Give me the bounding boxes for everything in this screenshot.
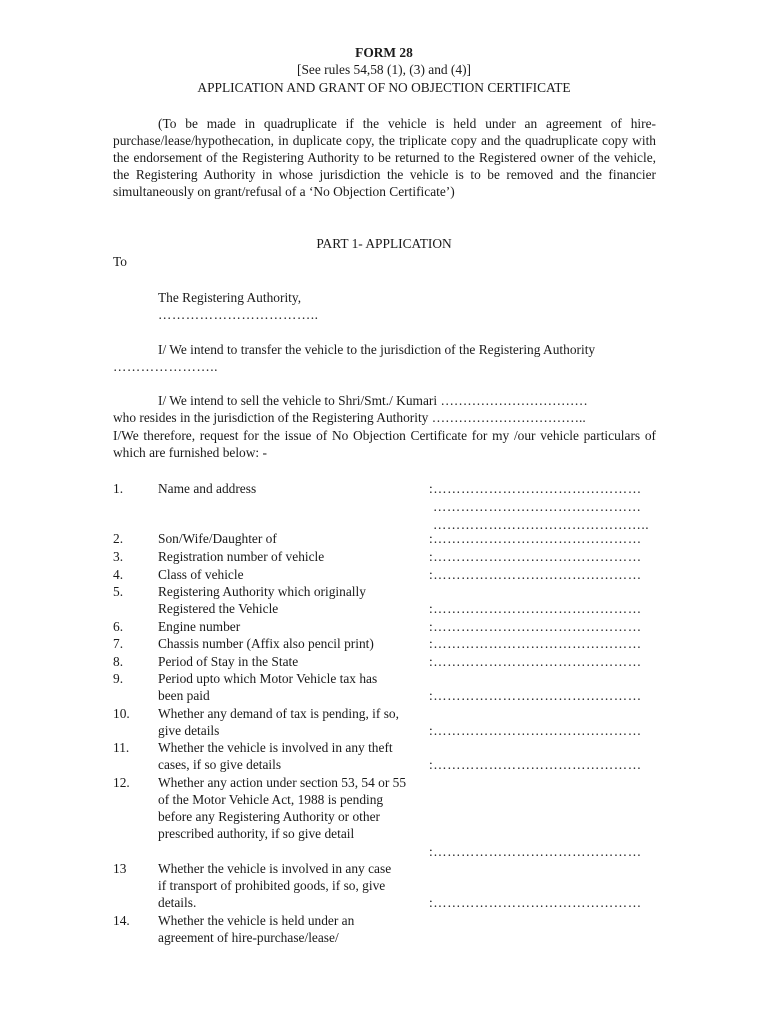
sell-residence-statement: who resides in the jurisdiction of the Registering Authority …………………………….. [113, 410, 586, 425]
item-blank: ……………………………………… [433, 499, 642, 514]
transfer-blank: ………………….. [113, 359, 218, 374]
item-label: Registering Authority which originally Registered the Vehicle [158, 584, 366, 616]
item-blank: ……………………………………….. [433, 517, 650, 532]
item-blank: :……………………………………… [429, 531, 642, 546]
item-number: 4. [113, 567, 124, 582]
item-label: Whether any demand of tax is pending, if so, give details [158, 706, 399, 738]
item-number: 2. [113, 531, 124, 546]
item-label: Class of vehicle [158, 567, 244, 582]
item-number: 6. [113, 619, 124, 634]
item-blank: :……………………………………… [429, 757, 642, 772]
item-label: Whether any action under section 53, 54 or 55 of the Motor Vehicle Act, 1988 is pending before any Registering Authority or other prescribed authority, if so give detail [158, 775, 407, 841]
item-number: 12. [113, 775, 130, 790]
intro-paragraph: (To be made in quadruplicate if the vehicle is held under an agreement of hire-purchase/lease/hypothecation, in duplicate copy, the triplicate copy and the quadruplicate copy with the endorsement of the Registering Authority to be returned to the Registered owner of the vehicle, the Registering Authority in whose jurisdiction the vehicle is to be removed and the financier simultaneously on grant/refusal of a ‘No Objection Certificate’) [113, 116, 656, 199]
item-blank: :……………………………………… [429, 654, 642, 669]
item-number: 8. [113, 654, 124, 669]
item-label: Name and address [158, 481, 257, 496]
item-number: 14. [113, 913, 130, 928]
authority-blank: …………………………….. [158, 307, 319, 322]
item-number: 11. [113, 740, 130, 755]
item-label: Son/Wife/Daughter of [158, 531, 277, 546]
item-label: Whether the vehicle is involved in any case if transport of prohibited goods, if so, give details. [158, 861, 392, 910]
item-number: 10. [113, 706, 130, 721]
item-label: Period upto which Motor Vehicle tax has been paid [158, 671, 378, 703]
item-number: 9. [113, 671, 124, 686]
item-blank: :……………………………………… [429, 844, 642, 859]
item-blank: :……………………………………… [429, 619, 642, 634]
item-number: 1. [113, 481, 124, 496]
item-label: Period of Stay in the State [158, 654, 299, 669]
item-blank: :……………………………………… [429, 549, 642, 564]
form-heading: APPLICATION AND GRANT OF NO OBJECTION CERTIFICATE [197, 80, 571, 95]
authority-label: The Registering Authority, [158, 290, 302, 305]
item-number: 13 [113, 861, 127, 876]
sell-statement: I/ We intend to sell the vehicle to Shri/Smt./ Kumari …………………………… [158, 393, 588, 408]
request-paragraph: I/We therefore, request for the issue of No Objection Certificate for my /our vehicle particulars of which are furnished below: - [113, 428, 656, 460]
to-label: To [113, 254, 127, 269]
item-blank: :……………………………………… [429, 601, 642, 616]
item-label: Engine number [158, 619, 241, 634]
item-number: 3. [113, 549, 124, 564]
part-title: PART 1- APPLICATION [316, 236, 452, 251]
item-label: Whether the vehicle is involved in any theft cases, if so give details [158, 740, 393, 772]
item-blank: :……………………………………… [429, 688, 642, 703]
item-blank: :……………………………………… [429, 636, 642, 651]
item-label: Registration number of vehicle [158, 549, 325, 564]
item-number: 7. [113, 636, 124, 651]
form-title: FORM 28 [355, 45, 413, 60]
item-label: Whether the vehicle is held under an agreement of hire-purchase/lease/ [158, 913, 355, 945]
transfer-statement: I/ We intend to transfer the vehicle to the jurisdiction of the Registering Authority [158, 342, 596, 357]
item-blank: :……………………………………… [429, 567, 642, 582]
item-number: 5. [113, 584, 124, 599]
item-blank: :……………………………………… [429, 723, 642, 738]
item-blank: :……………………………………… [429, 895, 642, 910]
form-rules-reference: [See rules 54,58 (1), (3) and (4)] [296, 62, 472, 77]
item-label: Chassis number (Affix also pencil print) [158, 636, 374, 651]
item-blank: :……………………………………… [429, 481, 642, 496]
